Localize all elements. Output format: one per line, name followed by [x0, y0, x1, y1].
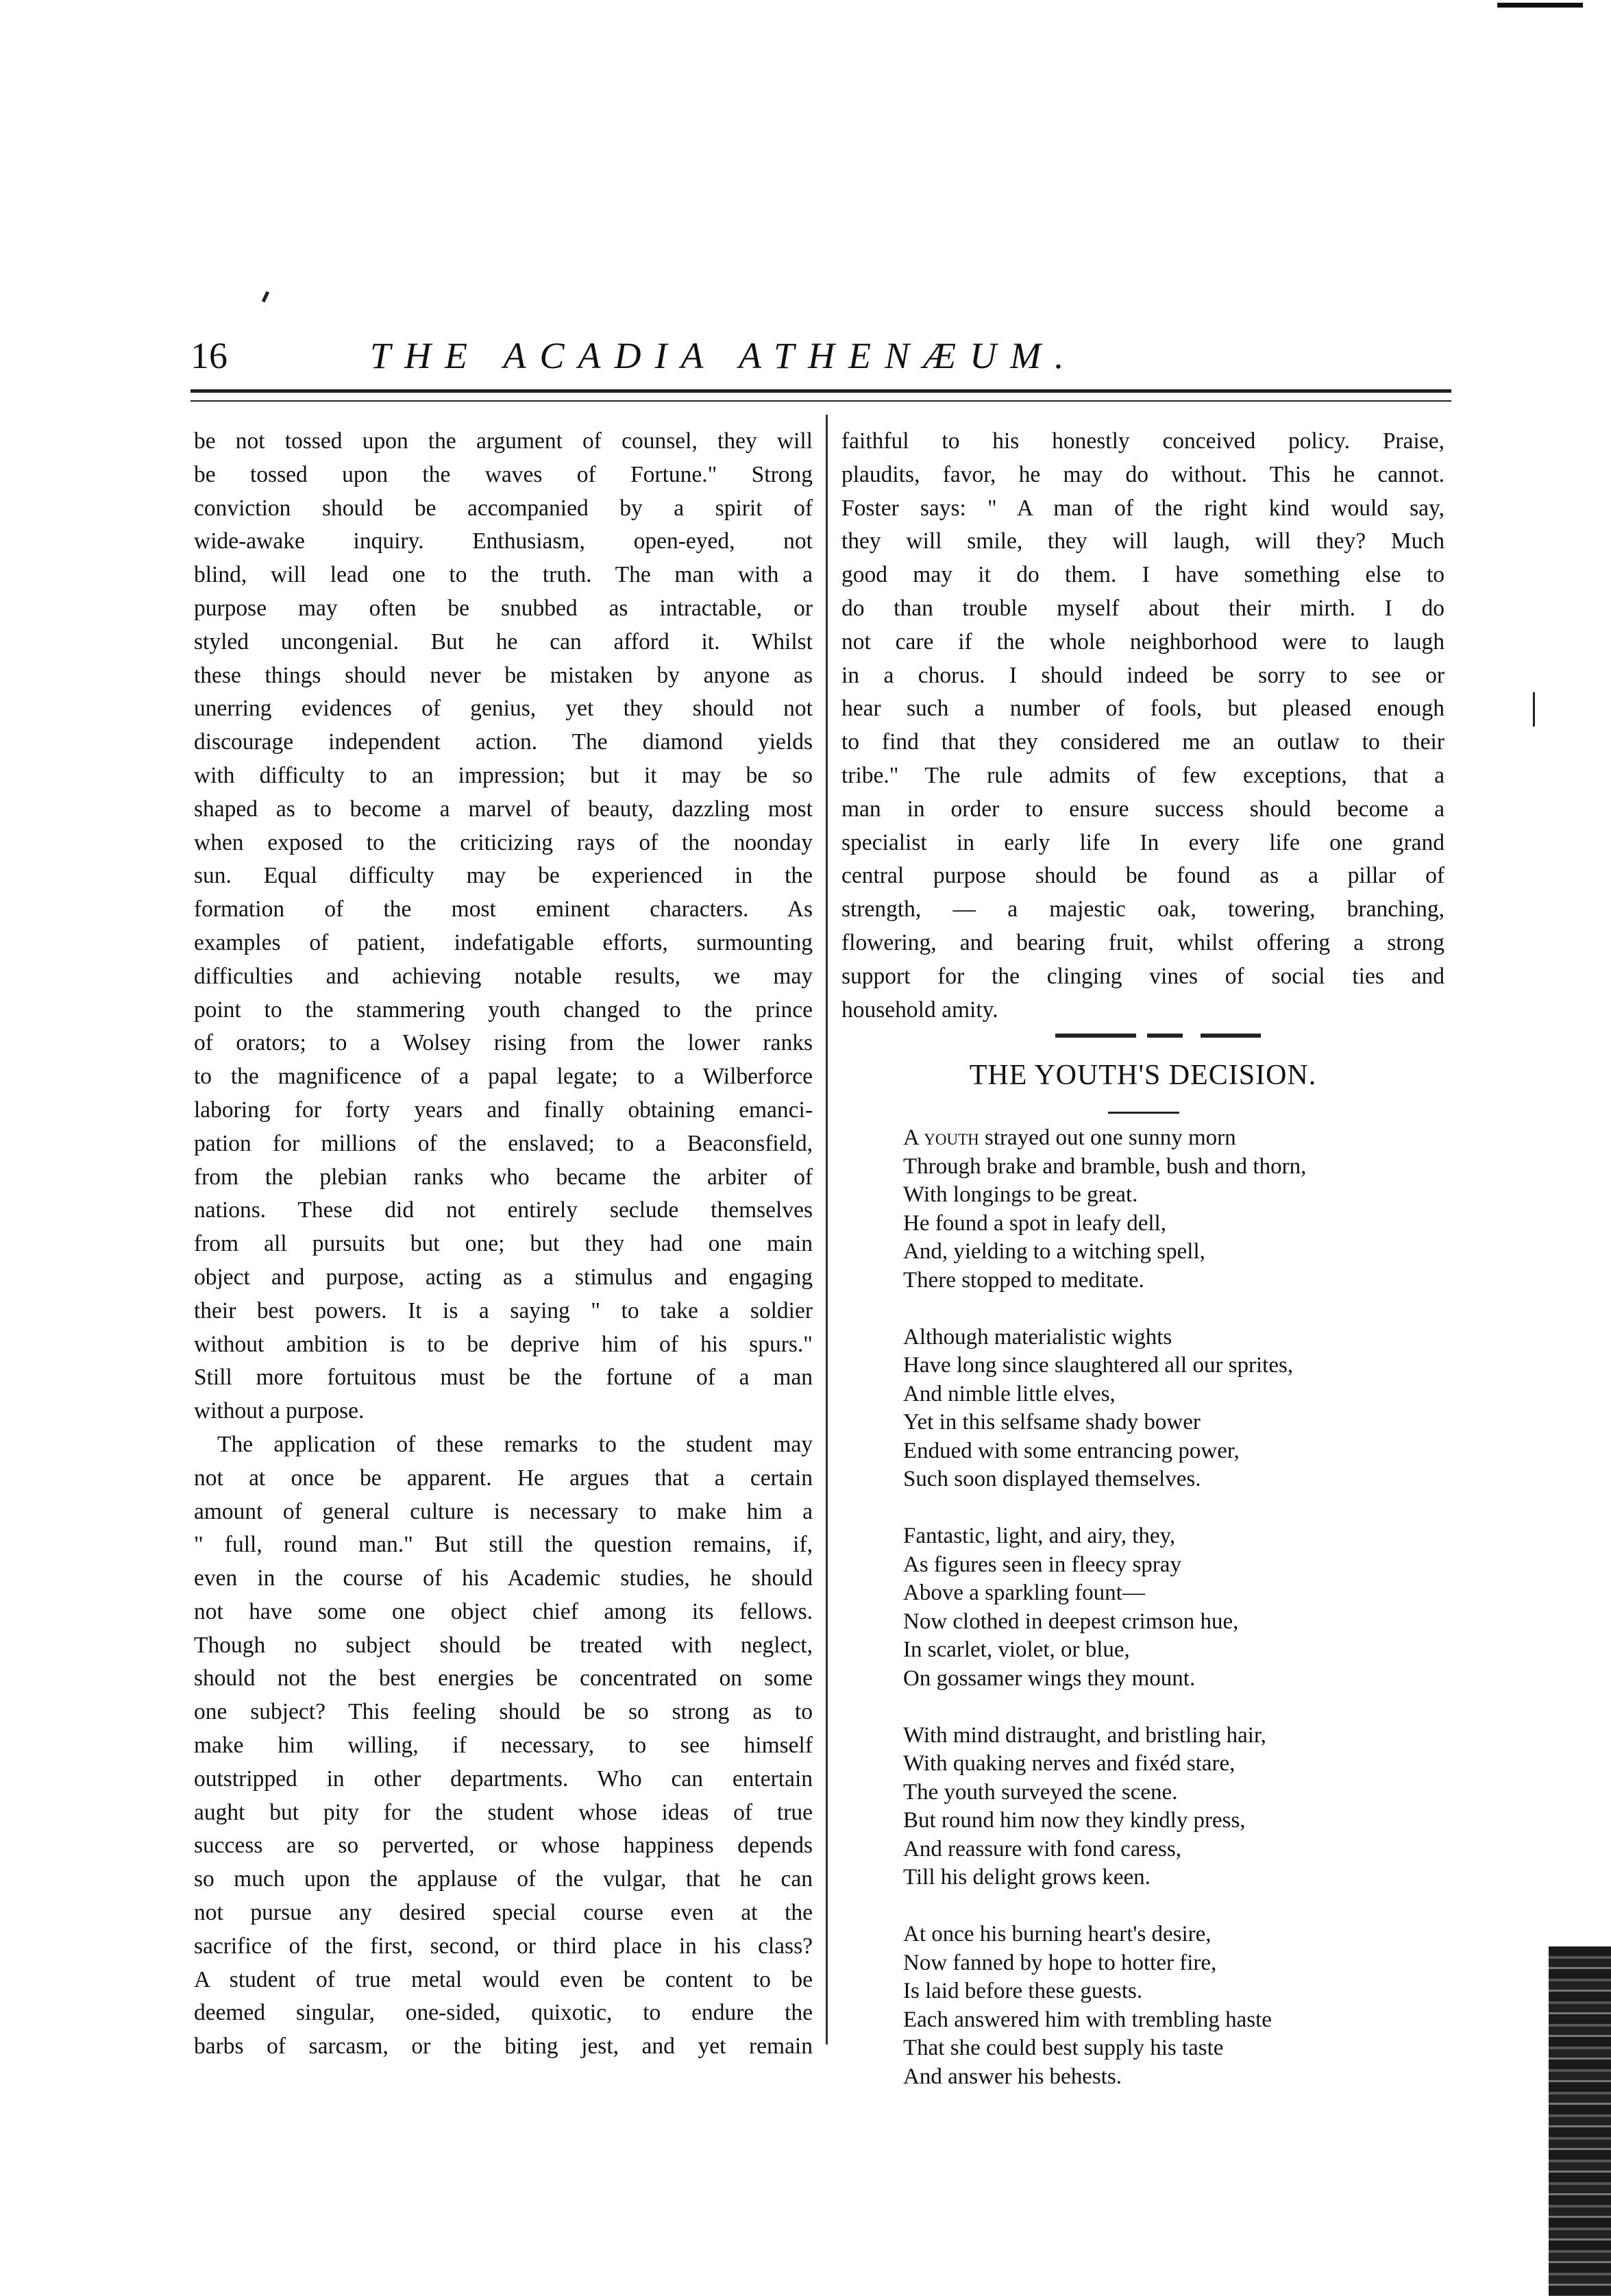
poem-line: And, yielding to a witching spell,: [903, 1239, 1205, 1264]
poem-line: But round him now they kindly press,: [903, 1808, 1246, 1833]
poem-line: With longings to be great.: [903, 1182, 1138, 1207]
journal-title: THE ACADIA ATHENÆUM.: [370, 335, 1078, 376]
poem-stanza: [903, 1522, 1306, 1693]
text-line: to the magnificence of a papal legate; to a Wilberforce: [194, 1064, 813, 1090]
text-line: conviction should be accompanied by a spirit of: [194, 495, 813, 521]
text-line: aught but pity for the student whose ideas of true: [194, 1799, 813, 1825]
text-line: " full, round man." But still the question remains, if,: [194, 1532, 813, 1558]
text-line: one subject? This feeling should be so strong as to: [194, 1699, 813, 1725]
text-line: purpose may often be snubbed as intractable, or: [194, 595, 813, 621]
page-number: 16: [190, 335, 227, 376]
text-line: Foster says: " A man of the right kind would say,: [841, 495, 1444, 521]
poem-stanza: [903, 1920, 1306, 2091]
poem-line: Endued with some entrancing power,: [903, 1438, 1240, 1463]
poem-line: With mind distraught, and bristling hair,: [903, 1722, 1266, 1748]
text-line: object and purpose, acting as a stimulus and engaging: [194, 1264, 813, 1290]
text-line: good may it do them. I have something else to: [841, 562, 1444, 588]
stray-mark: [1533, 692, 1535, 726]
text-line: amount of general culture is necessary to make him a: [194, 1498, 813, 1524]
text-line: The application of these remarks to the student may: [217, 1431, 813, 1457]
text-line: not have some one object chief among its fellows.: [194, 1598, 813, 1624]
poem-line: Each answered him with trembling haste: [903, 2007, 1272, 2032]
text-line: their best powers. It is a saying " to take a soldier: [194, 1297, 813, 1323]
text-line: hear such a number of fools, but pleased enough: [841, 696, 1444, 722]
poem-line: Till his delight grows keen.: [903, 1865, 1151, 1890]
stray-mark: [262, 291, 269, 303]
text-line: discourage independent action. The diamond yields: [194, 729, 813, 755]
left-column: [194, 425, 813, 2064]
text-line: without a purpose.: [194, 1398, 365, 1424]
text-line: these things should never be mistaken by anyone as: [194, 662, 813, 688]
text-line: be not tossed upon the argument of counsel, they will: [194, 428, 813, 454]
text-line: styled uncongenial. But he can afford it. Whilst: [194, 628, 813, 655]
poem-line: The youth surveyed the scene.: [903, 1779, 1178, 1805]
right-column: [841, 425, 1444, 1027]
text-line: blind, will lead one to the truth. The man with a: [194, 562, 813, 588]
poem-line: As figures seen in fleecy spray: [903, 1552, 1181, 1577]
text-line: of orators; to a Wolsey rising from the lower ranks: [194, 1030, 813, 1056]
text-line: even in the course of his Academic studies, he should: [194, 1565, 813, 1591]
poem-title-rule: [1108, 1112, 1179, 1114]
text-line: from the plebian ranks who became the arbiter of: [194, 1164, 813, 1190]
poem-line: Have long since slaughtered all our sprites,: [903, 1353, 1294, 1378]
text-line: formation of the most eminent characters. As: [194, 896, 813, 923]
column-divider: [826, 415, 828, 2044]
text-line: be tossed upon the waves of Fortune." Strong: [194, 461, 813, 487]
poem-line-text: strayed out one sunny morn: [979, 1125, 1236, 1150]
text-line: Though no subject should be treated with neglect,: [194, 1632, 813, 1658]
text-line: plaudits, favor, he may do without. This he cannot.: [841, 461, 1444, 487]
text-line: deemed singular, one-sided, quixotic, to endure the: [194, 2000, 813, 2026]
text-line: Still more fortuitous must be the fortune of a man: [194, 1365, 813, 1391]
text-line: laboring for forty years and finally obtaining emanci-: [194, 1097, 813, 1123]
text-line: not at once be apparent. He argues that a certain: [194, 1465, 813, 1491]
text-line: not pursue any desired special course even at the: [194, 1900, 813, 1926]
text-line: with difficulty to an impression; but it may be so: [194, 762, 813, 788]
poem-line: And reassure with fond caress,: [903, 1836, 1181, 1861]
poem-line: On gossamer wings they mount.: [903, 1665, 1196, 1691]
poem-first-word: A youth: [903, 1125, 979, 1150]
poem-line: There stopped to meditate.: [903, 1267, 1144, 1293]
text-line: pation for millions of the enslaved; to a Beaconsfield,: [194, 1130, 813, 1156]
poem-body: [903, 1124, 1306, 2120]
text-line: wide-awake inquiry. Enthusiasm, open-eyed, not: [194, 528, 813, 554]
header-rule-thick: [190, 389, 1451, 393]
poem-line: Although materialistic wights: [903, 1324, 1172, 1349]
poem-line: And nimble little elves,: [903, 1381, 1116, 1406]
poem-line: Such soon displayed themselves.: [903, 1467, 1201, 1491]
section-ornament: [1055, 1034, 1261, 1038]
text-line: not care if the whole neighborhood were to laugh: [841, 628, 1444, 655]
text-line: without ambition is to be deprive him of his spurs.": [194, 1331, 813, 1357]
text-line: when exposed to the criticizing rays of the noonday: [194, 829, 813, 855]
text-line: support for the clinging vines of social ties and: [841, 963, 1444, 989]
poem-line: Now fanned by hope to hotter fire,: [903, 1950, 1217, 1975]
text-line: tribe." The rule admits of few exceptions, that a: [841, 762, 1444, 788]
text-line: success are so perverted, or whose happiness depends: [194, 1833, 813, 1859]
text-line: shaped as to become a marvel of beauty, dazzling most: [194, 796, 813, 822]
header-rule-thin: [190, 400, 1451, 402]
text-line: point to the stammering youth changed to the prince: [194, 997, 813, 1023]
poem-line: Above a sparkling fount—: [903, 1580, 1145, 1605]
poem-line: Now clothed in deepest crimson hue,: [903, 1609, 1239, 1634]
text-line: household amity.: [841, 997, 998, 1023]
poem-line: And answer his behests.: [903, 2064, 1122, 2089]
text-line: to find that they considered me an outlaw to their: [841, 729, 1444, 755]
text-line: A student of true metal would even be content to be: [194, 1966, 813, 1992]
poem-line: He found a spot in leafy dell,: [903, 1210, 1166, 1236]
text-line: so much upon the applause of the vulgar, that he can: [194, 1866, 813, 1892]
text-line: outstripped in other departments. Who can entertain: [194, 1766, 813, 1792]
poem-stanza: [903, 1124, 1306, 1295]
scan-edge-strip: [1549, 1946, 1611, 2296]
text-line: sun. Equal difficulty may be experienced in the: [194, 863, 813, 889]
text-line: flowering, and bearing fruit, whilst offering a strong: [841, 929, 1444, 955]
text-line: man in order to ensure success should become a: [841, 796, 1444, 822]
text-line: barbs of sarcasm, or the biting jest, and yet remain: [194, 2034, 813, 2060]
text-line: examples of patient, indefatigable efforts, surmounting: [194, 929, 813, 955]
poem-title: THE YOUTH'S DECISION.: [969, 1060, 1317, 1091]
poem-line: Yet in this selfsame shady bower: [903, 1410, 1201, 1434]
poem-line: That she could best supply his taste: [903, 2036, 1224, 2060]
text-line: faithful to his honestly conceived policy. Praise,: [841, 428, 1444, 454]
text-line: do than trouble myself about their mirth. I do: [841, 595, 1444, 621]
poem-line: Through brake and bramble, bush and thorn,: [903, 1153, 1307, 1179]
text-line: difficulties and achieving notable results, we may: [194, 963, 813, 989]
text-line: from all pursuits but one; but they had one main: [194, 1231, 813, 1257]
poem-stanza: [903, 1722, 1306, 1892]
text-line: in a chorus. I should indeed be sorry to see or: [841, 662, 1444, 688]
text-line: specialist in early life In every life one grand: [841, 829, 1444, 855]
poem-line: In scarlet, violet, or blue,: [903, 1637, 1130, 1662]
poem-line: At once his burning heart's desire,: [903, 1922, 1212, 1946]
poem-line: Is laid before these guests.: [903, 1979, 1143, 2003]
text-line: strength, — a majestic oak, towering, branching,: [841, 896, 1444, 923]
text-line: sacrifice of the first, second, or third place in his class?: [194, 1933, 813, 1959]
scan-edge-mark: [1497, 3, 1583, 8]
text-line: central purpose should be found as a pillar of: [841, 863, 1444, 889]
poem-stanza: [903, 1323, 1306, 1494]
text-line: make him willing, if necessary, to see himself: [194, 1733, 813, 1759]
poem-line: Fantastic, light, and airy, they,: [903, 1524, 1176, 1548]
text-line: they will smile, they will laugh, will they? Much: [841, 528, 1444, 554]
poem-line: [903, 1124, 1306, 1153]
poem-line: With quaking nerves and fixéd stare,: [903, 1751, 1235, 1776]
text-line: nations. These did not entirely seclude themselves: [194, 1197, 813, 1223]
text-line: should not the best energies be concentrated on some: [194, 1665, 813, 1692]
text-line: unerring evidences of genius, yet they should not: [194, 696, 813, 722]
